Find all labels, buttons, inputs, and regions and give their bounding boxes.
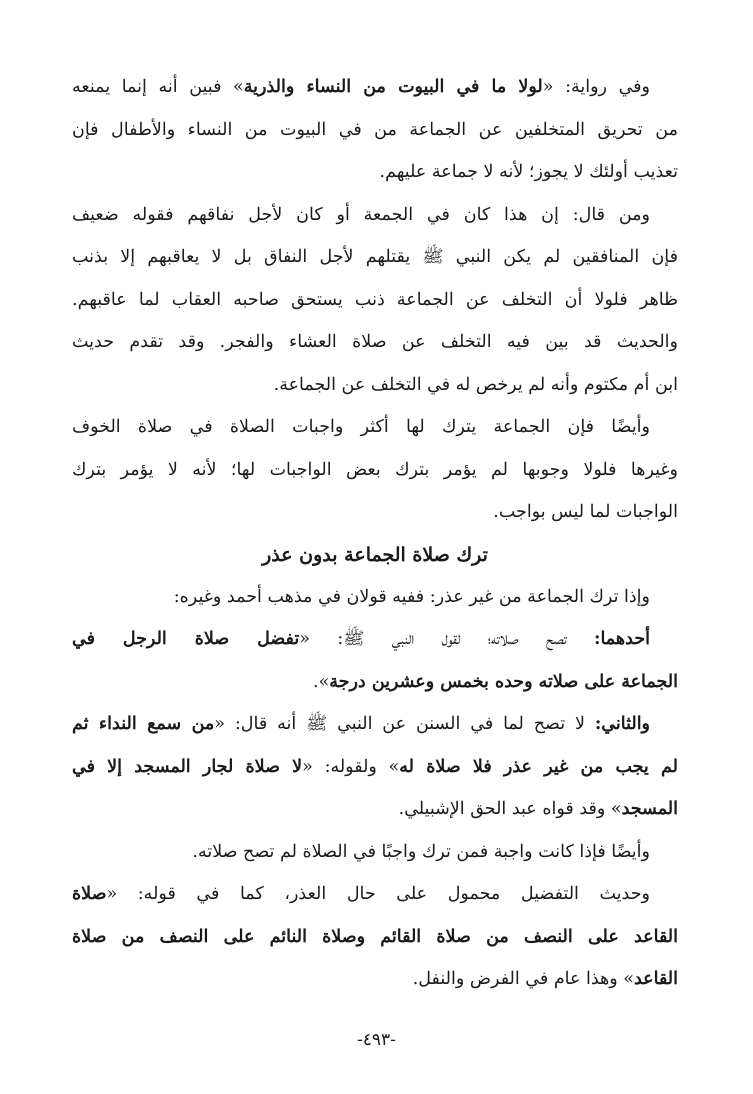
text-segment: وفي رواية: « xyxy=(542,77,650,97)
text-line xyxy=(72,406,678,449)
text-line xyxy=(72,618,678,661)
text-line xyxy=(72,491,678,534)
text-line xyxy=(72,703,678,746)
text-line xyxy=(72,279,678,322)
text-segment: والحديث قد بين فيه التخلف عن صلاة العشاء والفجر. وقد تقدم حديث xyxy=(72,332,678,352)
text-line xyxy=(72,831,678,874)
text-line xyxy=(72,788,678,831)
bold-segment: المسجد xyxy=(621,799,678,819)
text-segment: تعذيب أولئك لا يجوز؛ لأنه لا جماعة عليهم. xyxy=(379,162,678,182)
text-segment: وحديث التفضيل محمول على حال العذر، كما في قوله: « xyxy=(106,884,650,904)
bold-segment: لا صلاة لجار المسجد إلا في xyxy=(72,756,303,777)
text-segment: ظاهر فلولا أن التخلف عن الجماعة ذنب يستحق صاحبه العقاب لما عاقبهم. xyxy=(72,289,678,310)
text-segment: » وقد قواه عبد الحق الإشبيلي. xyxy=(398,799,622,819)
text-segment: » ولقوله: « xyxy=(302,756,400,777)
text-segment: فإن المنافقين لم يكن النبي ﷺ يقتلهم لأجل النفاق بل لا يعاقبهم إلا بذنب xyxy=(72,247,678,267)
text-line xyxy=(72,958,678,1001)
text-line xyxy=(72,746,678,789)
text-line xyxy=(72,916,678,959)
text-segment: ». xyxy=(313,671,330,692)
bold-segment: القاعد على النصف من صلاة القائم وصلاة النائم على النصف من صلاة xyxy=(72,926,678,947)
text-segment: ترك صلاة الجماعة بدون عذر xyxy=(262,543,488,566)
text-segment: » فبين أنه إنما يمنعه xyxy=(72,77,244,97)
text-line xyxy=(72,873,678,916)
bold-segment: صلاة xyxy=(72,884,107,904)
text-line xyxy=(72,661,678,704)
bold-segment: لولا ما في البيوت من النساء والذرية xyxy=(243,77,543,97)
text-segment: لا تصح لما في السنن عن النبي ﷺ أنه قال: « xyxy=(214,714,595,734)
bold-segment: لم يجب من غير عذر فلا صلاة له xyxy=(399,756,678,777)
section-heading xyxy=(72,534,678,576)
text-line xyxy=(72,151,678,194)
text-line xyxy=(72,576,678,619)
text-segment: ابن أم مكتوم وأنه لم يرخص له في التخلف عن الجماعة. xyxy=(273,374,678,395)
text-segment: وإذا ترك الجماعة من غير عذر: ففيه قولان في مذهب أحمد وغيره: xyxy=(173,586,650,607)
bold-segment: تفضل صلاة الرجل في xyxy=(72,629,300,649)
bold-segment: من سمع النداء ثم xyxy=(72,714,215,734)
page-body xyxy=(72,66,678,1001)
text-segment: وأيضًا فإذا كانت واجبة فمن ترك واجبًا في الصلاة لم تصح صلاته. xyxy=(192,841,650,862)
text-segment: من تحريق المتخلفين عن الجماعة من في البيوت من النساء والأطفال فإن xyxy=(72,119,678,140)
text-line xyxy=(72,364,678,407)
text-line xyxy=(72,449,678,492)
text-line xyxy=(72,109,678,152)
text-segment: الواجبات لما ليس بواجب. xyxy=(493,502,678,522)
bold-segment: والثاني: xyxy=(594,714,651,734)
text-segment: وغيرها فلولا وجوبها لم يؤمر بترك بعض الواجبات لها؛ لأنه لا يؤمر بترك xyxy=(72,459,678,480)
bold-segment: أحدهما: xyxy=(594,629,651,649)
page-number: -٤٩٣- xyxy=(357,1030,396,1050)
text-segment: تصح صلاته؛ لقول النبي ﷺ: « xyxy=(299,629,594,649)
text-segment: ومن قال: إن هذا كان في الجمعة أو كان لأجل نفاقهم فقوله ضعيف xyxy=(72,204,650,225)
text-line xyxy=(72,321,678,364)
bold-segment: الجماعة على صلاته وحده بخمس وعشرين درجة xyxy=(329,671,678,692)
text-segment: » وهذا عام في الفرض والنفل. xyxy=(412,969,634,989)
text-line xyxy=(72,236,678,279)
bold-segment: القاعد xyxy=(633,969,678,989)
text-line xyxy=(72,66,678,109)
text-segment: وأيضًا فإن الجماعة يترك لها أكثر واجبات الصلاة في صلاة الخوف xyxy=(72,417,650,437)
text-line xyxy=(72,194,678,237)
